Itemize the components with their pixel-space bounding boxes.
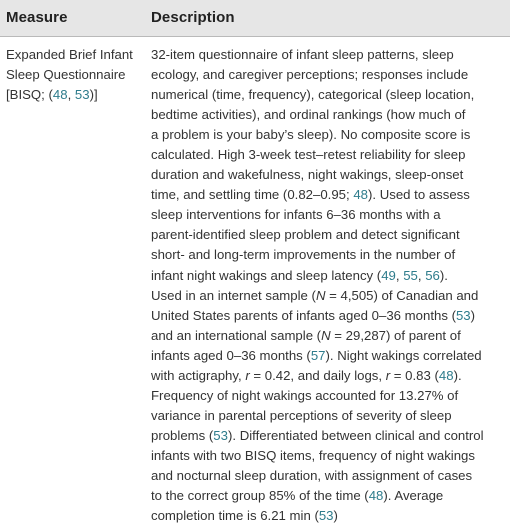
header-description: Description bbox=[151, 9, 235, 26]
measure-cell bbox=[6, 45, 146, 105]
description-line bbox=[151, 446, 507, 466]
italic-symbol: N bbox=[315, 287, 326, 303]
text-segment: a problem is your baby’s sleep). No composite score is bbox=[151, 127, 471, 143]
reference-link[interactable]: 53 bbox=[318, 508, 334, 524]
reference-link[interactable]: 48 bbox=[368, 488, 384, 504]
text-segment: completion time is 6.21 min ( bbox=[151, 508, 319, 524]
table-header-row bbox=[0, 0, 510, 37]
description-line bbox=[151, 45, 507, 65]
text-segment: problems ( bbox=[151, 427, 214, 443]
text-segment: ). bbox=[453, 367, 462, 383]
text-segment: infant night wakings and sleep latency ( bbox=[151, 267, 382, 283]
text-segment: [BISQ; ( bbox=[6, 87, 53, 103]
text-segment: 32-item questionnaire of infant sleep patterns, sleep bbox=[151, 47, 454, 62]
description-line bbox=[151, 406, 507, 426]
text-segment: sleep interventions for infants 6–36 months with a bbox=[151, 207, 441, 223]
header-measure: Measure bbox=[6, 9, 68, 26]
text-segment: = 0.83 ( bbox=[390, 367, 439, 383]
measure-line bbox=[6, 45, 146, 65]
description-line bbox=[151, 245, 507, 265]
description-line bbox=[151, 145, 507, 165]
text-segment: short- and long-term improvements in the number of bbox=[151, 247, 456, 263]
reference-link[interactable]: 56 bbox=[425, 267, 440, 283]
text-segment: with actigraphy, bbox=[151, 367, 246, 383]
description-line bbox=[151, 165, 507, 185]
reference-link[interactable]: 53 bbox=[455, 307, 471, 323]
text-segment: calculated. High 3-week test–retest reliability for sleep bbox=[151, 147, 466, 163]
text-segment: infants aged 0–36 months ( bbox=[151, 347, 311, 363]
text-segment: bedtime activities), and ordinal rankings (how much of bbox=[151, 107, 466, 123]
text-segment: ) bbox=[470, 307, 476, 323]
description-line bbox=[151, 326, 507, 346]
text-segment: and an international sample ( bbox=[151, 327, 322, 343]
text-segment: )] bbox=[89, 87, 98, 103]
text-segment: , bbox=[417, 267, 426, 283]
description-line bbox=[151, 486, 507, 506]
italic-symbol: r bbox=[385, 367, 391, 383]
reference-link[interactable]: 55 bbox=[403, 267, 418, 283]
text-segment: ). Differentiated between clinical and control bbox=[227, 427, 484, 443]
italic-symbol: N bbox=[321, 327, 331, 343]
measure-line bbox=[6, 65, 146, 85]
table-row bbox=[0, 37, 510, 531]
reference-link[interactable]: 48 bbox=[353, 187, 368, 203]
description-line bbox=[151, 366, 507, 386]
text-segment: = 29,287) of parent of bbox=[330, 327, 461, 343]
reference-link[interactable]: 53 bbox=[74, 87, 90, 103]
description-line bbox=[151, 286, 507, 306]
description-line bbox=[151, 346, 507, 366]
reference-link[interactable]: 48 bbox=[52, 87, 68, 103]
description-line bbox=[151, 506, 507, 526]
description-line bbox=[151, 65, 507, 85]
text-segment: and nocturnal sleep duration, with assignment of cases bbox=[151, 467, 473, 483]
text-segment: = 0.42, and daily logs, bbox=[249, 367, 386, 383]
text-segment: ). bbox=[439, 267, 448, 283]
description-cell bbox=[151, 45, 507, 526]
text-segment: Expanded Brief Infant bbox=[6, 47, 133, 62]
description-line bbox=[151, 426, 507, 446]
text-segment: ). Used to assess bbox=[368, 187, 470, 203]
text-segment: ) bbox=[333, 508, 338, 524]
italic-symbol: r bbox=[245, 367, 250, 383]
text-segment: infants with two BISQ items, frequency of night wakings bbox=[151, 447, 475, 463]
text-segment: ). Average bbox=[383, 488, 444, 504]
text-segment: , bbox=[67, 87, 75, 103]
reference-link[interactable]: 53 bbox=[213, 427, 228, 443]
description-line bbox=[151, 205, 507, 225]
text-segment: = 4,505) of Canadian and bbox=[325, 287, 479, 303]
description-line bbox=[151, 266, 507, 286]
text-segment: time, and settling time (0.82–0.95; bbox=[151, 187, 354, 203]
description-line bbox=[151, 105, 507, 125]
text-segment: Sleep Questionnaire bbox=[6, 67, 126, 83]
reference-link[interactable]: 48 bbox=[438, 367, 454, 383]
description-line bbox=[151, 225, 507, 245]
text-segment: variance in parental perceptions of severity of sleep bbox=[151, 407, 452, 423]
measure-line bbox=[6, 85, 146, 105]
text-segment: to the correct group 85% of the time ( bbox=[151, 488, 369, 504]
text-segment: numerical (time, frequency), categorical (sleep location, bbox=[151, 87, 475, 103]
reference-link[interactable]: 57 bbox=[310, 347, 326, 363]
text-segment: ecology, and caregiver perceptions; responses include bbox=[151, 67, 469, 83]
description-line bbox=[151, 306, 507, 326]
description-line bbox=[151, 386, 507, 406]
text-segment: duration and wakefulness, night wakings, sleep-onset bbox=[151, 167, 464, 183]
text-segment: parent-identified sleep problem and detect significant bbox=[151, 227, 460, 243]
text-segment: Frequency of night wakings accounted for 13.27% of bbox=[151, 387, 459, 403]
description-line bbox=[151, 185, 507, 205]
reference-link[interactable]: 49 bbox=[381, 267, 396, 283]
description-line bbox=[151, 125, 507, 145]
text-segment: United States parents of infants aged 0–36 months ( bbox=[151, 307, 456, 323]
description-line bbox=[151, 466, 507, 486]
description-line bbox=[151, 85, 507, 105]
text-segment: , bbox=[395, 267, 404, 283]
text-segment: Used in an internet sample ( bbox=[151, 287, 316, 303]
text-segment: ). Night wakings correlated bbox=[325, 347, 482, 363]
